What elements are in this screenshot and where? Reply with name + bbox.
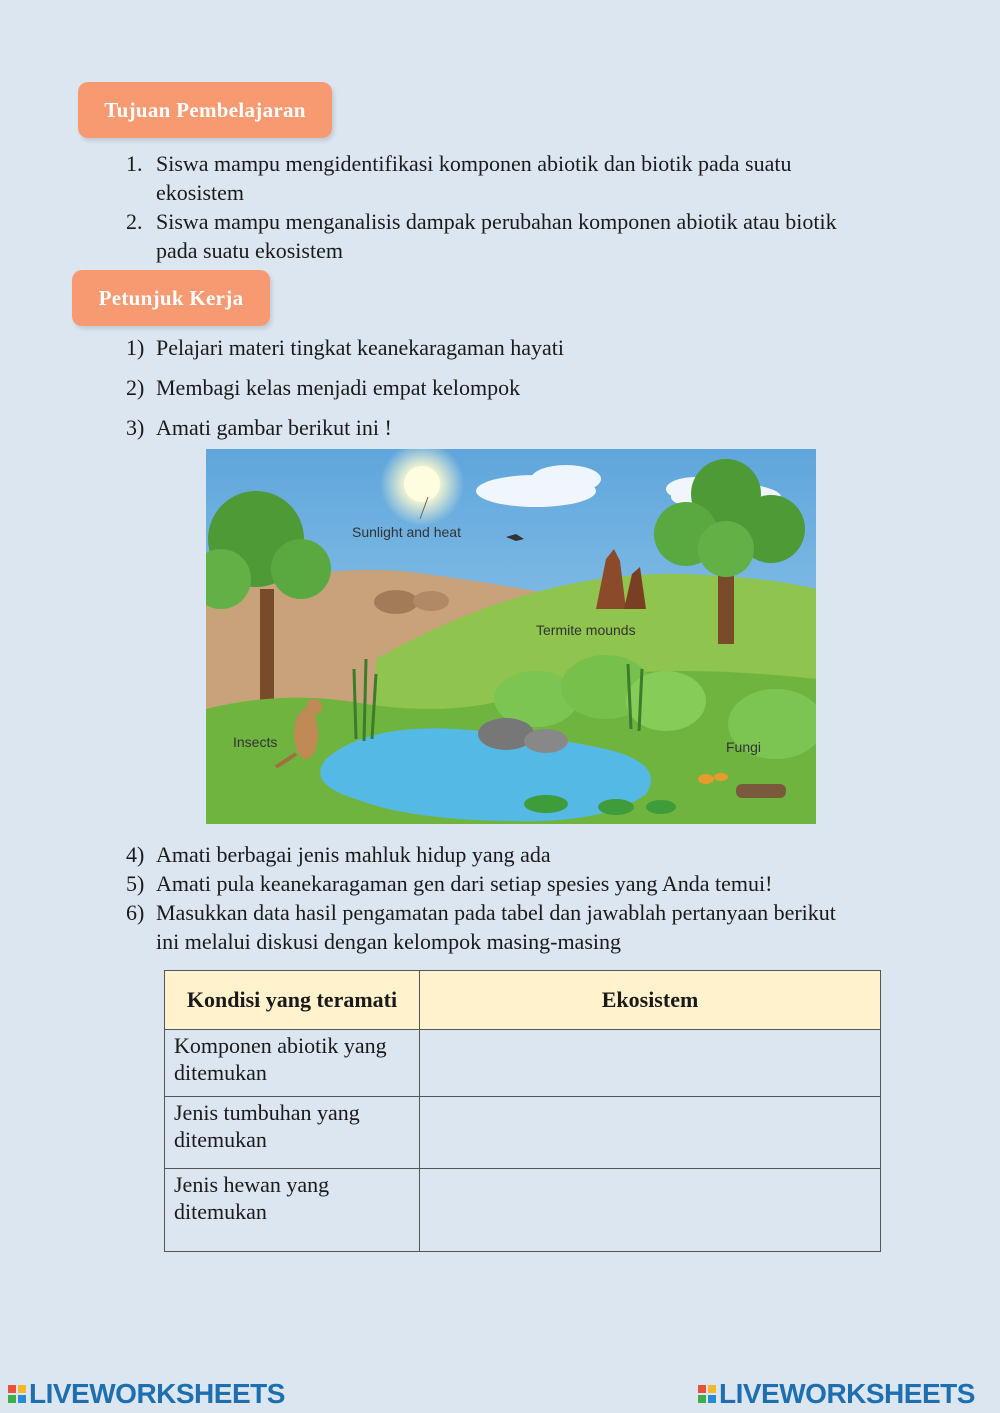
answer-cell-hewan[interactable]: [420, 1169, 881, 1252]
logo-square: [18, 1385, 26, 1393]
label-termite-mounds: Termite mounds: [536, 622, 636, 638]
sun-core: [404, 466, 440, 502]
liveworksheets-logo-right[interactable]: [698, 1378, 975, 1410]
logo-text: LIVEWORKSHEETS: [719, 1378, 975, 1409]
observation-table: [164, 970, 881, 1252]
section-title-petunjuk: Petunjuk Kerja: [72, 270, 270, 326]
logo-square: [698, 1395, 706, 1403]
label-fungi: Fungi: [726, 739, 762, 755]
logo-square: [8, 1395, 16, 1403]
row-label: Jenis hewan yang ditemukan: [165, 1169, 420, 1252]
table-row: [165, 1097, 881, 1169]
logo-grid-icon: [8, 1385, 26, 1403]
table-row: [165, 1169, 881, 1252]
header-kondisi: Kondisi yang teramati: [165, 971, 420, 1030]
liveworksheets-logo-left[interactable]: [8, 1378, 285, 1410]
answer-cell-tumbuhan[interactable]: [420, 1097, 881, 1169]
row-label: Jenis tumbuhan yang ditemukan: [165, 1097, 420, 1169]
label-insects: Insects: [233, 734, 278, 750]
table-row: [165, 1030, 881, 1097]
logo-square: [708, 1395, 716, 1403]
row-label: Komponen abiotik yang ditemukan: [165, 1030, 420, 1097]
logo-square: [8, 1385, 16, 1393]
logo-text: LIVEWORKSHEETS: [29, 1378, 285, 1409]
table-header-row: [165, 971, 881, 1030]
ecosystem-illustration: [206, 449, 816, 824]
logo-square: [18, 1395, 26, 1403]
logo-grid-icon: [698, 1385, 716, 1403]
label-sunlight: Sunlight and heat: [352, 524, 461, 540]
answer-cell-abiotik[interactable]: [420, 1030, 881, 1097]
header-ekosistem: Ekosistem: [420, 971, 881, 1030]
logo-square: [708, 1385, 716, 1393]
section-title-tujuan: Tujuan Pembelajaran: [78, 82, 332, 138]
logo-square: [698, 1385, 706, 1393]
